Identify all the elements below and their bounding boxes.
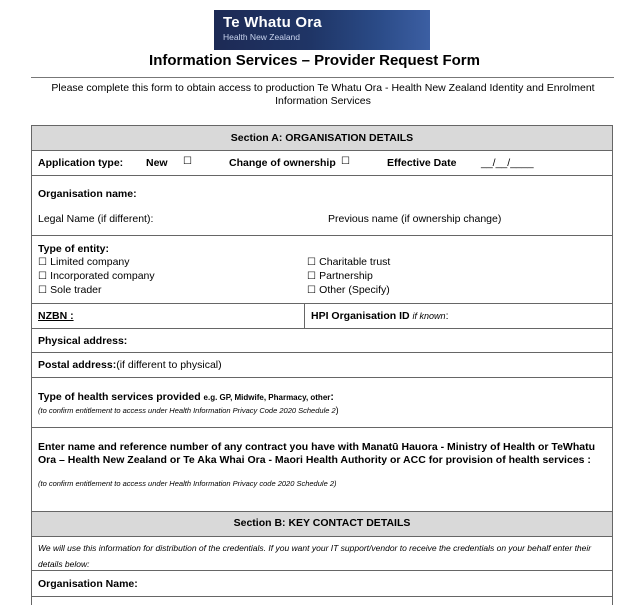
logo-title: Te Whatu Ora [223,14,322,31]
page-title: Information Services – Provider Request Form [149,52,480,69]
new-option-label: New [146,157,168,169]
previous-name-label: Previous name (if ownership change) [328,213,502,225]
nzbn-hpi-row [32,303,612,328]
section-b-note-row [32,536,612,570]
contract-note: (to confirm entitlement to access under Health Information Privacy code 2020 Schedule 2) [38,479,337,488]
section-a-title: Section A: ORGANISATION DETAILS [230,132,414,144]
application-type-row [32,150,612,175]
legal-name-label: Legal Name (if different): [38,213,154,225]
entity-type-row [32,235,612,303]
contact-organisation-label: Organisation Name: [38,578,138,590]
entity-option-partnership[interactable]: ☐ Partnership [307,270,373,282]
intro-text: Please complete this form to obtain access to production Te Whatu Ora - Health New Zealand Identity and Enrolment Information Services [51,82,595,107]
section-a-header [32,125,612,150]
entity-option-sole-trader[interactable]: ☐ Sole trader [38,284,102,296]
health-nz-logo [214,10,430,50]
health-services-note: (to confirm entitlement to access under Health Information Privacy Code 2020 Schedule 2) [38,405,339,415]
health-services-row [32,377,612,427]
bottom-divider [32,596,612,597]
entity-option-other[interactable]: ☐ Other (Specify) [307,284,390,296]
contract-label: Enter name and reference number of any contract you have with Manatū Hauora - Ministry of Health or TeWhatu Ora – Health New Zealand or Te Aka Whai Ora - Maori Health Authority or ACC for provision of health services : [38,441,595,466]
contract-row [32,427,612,511]
entity-option-charitable[interactable]: ☐ Charitable trust [307,256,391,268]
hpi-label-group: HPI Organisation ID if known: [311,310,449,322]
postal-address-row [32,352,612,377]
organisation-name-row [32,175,612,235]
title-divider [31,77,614,78]
section-b-title: Section B: KEY CONTACT DETAILS [233,517,411,529]
change-ownership-label: Change of ownership [229,157,336,169]
postal-address-group: Postal address:(if different to physical) [38,359,222,371]
section-b-header [32,511,612,536]
entity-type-label: Type of entity: [38,243,109,255]
health-services-group: Type of health services provided e.g. GP, Midwife, Pharmacy, other: [38,391,334,403]
physical-address-row [32,328,612,352]
entity-option-limited[interactable]: ☐ Limited company [38,256,130,268]
effective-date-field[interactable]: __/__/____ [481,157,534,169]
new-checkbox[interactable]: ☐ [183,156,192,167]
request-form [31,125,613,605]
contact-organisation-row [32,570,612,605]
logo-subtitle: Health New Zealand [223,32,301,42]
nzbn-hpi-divider [304,304,305,328]
entity-option-incorporated[interactable]: ☐ Incorporated company [38,270,155,282]
change-ownership-checkbox[interactable]: ☐ [341,156,350,167]
organisation-name-label: Organisation name: [38,188,137,200]
effective-date-label: Effective Date [387,157,457,169]
section-b-note: We will use this information for distribution of the credentials. If you want your IT support/vendor to receive the credentials on your behalf enter their details below: [38,543,592,569]
application-type-label: Application type: [38,157,124,169]
physical-address-label: Physical address: [38,335,128,347]
nzbn-label: NZBN : [38,310,74,322]
